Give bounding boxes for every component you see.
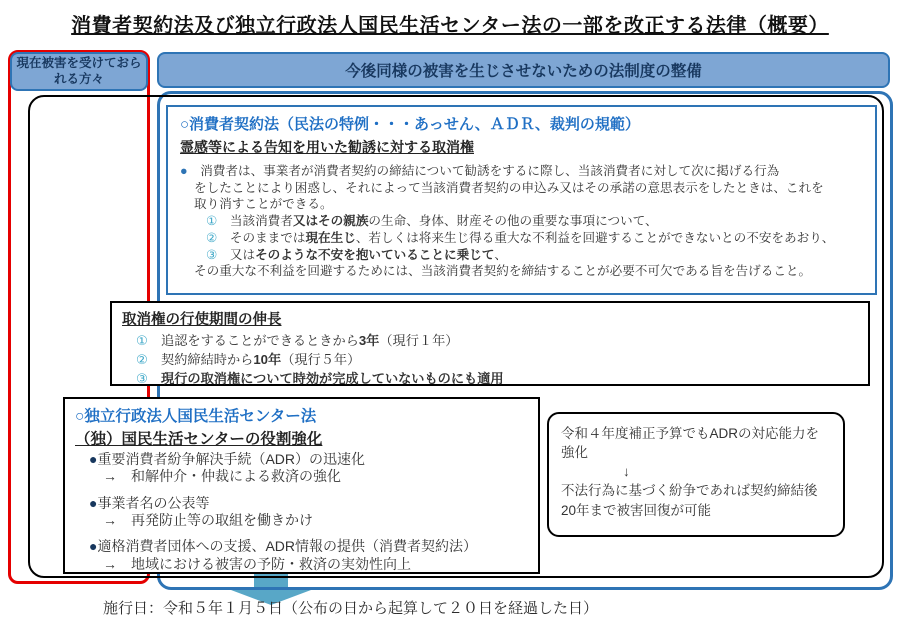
center-role-items: ●重要消費者紛争解決手続（ADR）の迅速化 → 和解仲介・仲裁による救済の強化 ●事業者名の公表等 → 再発防止等の取組を働きかけ ●適格消費者団体への支援、ADR情報の提供（消費者契約法） → 地域における被害の予防・救済の実効性向上	[89, 451, 478, 572]
consumer-contract-act-heading: ○消費者契約法（民法の特例・・・あっせん、ＡＤＲ、裁判の規範）	[180, 116, 640, 133]
supplementary-budget-note-box: 令和４年度補正予算でもADRの対応能力を強化 ↓ 不法行為に基づく紛争であれば契約締結後20年まで被害回復が可能	[547, 412, 845, 537]
center-role-strengthening-heading: （独）国民生活センターの役割強化	[75, 431, 323, 448]
national-consumer-center-act-heading: ○独立行政法人国民生活センター法	[75, 408, 317, 425]
consumer-contract-act-box	[166, 105, 877, 295]
cancellation-period-items: ① 追認をすることができるときから3年（現行１年） ② 契約締結時から10年（現行５年） ③ 現行の取消権について時効が完成していないものにも適用	[136, 333, 504, 387]
future-prevention-header: 今後同様の被害を生じさせないための法制度の整備	[157, 52, 890, 88]
spiritual-solicitation-cancellation-heading: 霊感等による告知を用いた勧誘に対する取消権	[180, 139, 474, 155]
enforcement-date-note: 施行日：令和５年１月５日（公布の日から起算して２０日を経過した日）	[103, 600, 599, 617]
cancellation-period-box	[110, 301, 870, 386]
current-victims-header: 現在被害を受けておられる方々	[10, 52, 148, 91]
national-consumer-center-box	[63, 397, 540, 574]
page-title: 消費者契約法及び独立行政法人国民生活センター法の一部を改正する法律（概要）	[71, 15, 829, 37]
consumer-contract-act-text: ● 消費者は、事業者が消費者契約の締結について勧誘をするに際し、当該消費者に対して次に掲げる行為 をしたことにより困惑し、それによって当該消費者契約の申込み又はその承諾の意思表示をしたときは、これを 取り消すことができる。 ① 当該消費者又はその親族の生命、身体、財産その他の重要な事項について、 ② そのままでは現在生じ、若しくは将来生じ得る重大な不利益を回避することができないとの不安をあおり、 ③ 又はそのような不安を抱いていることに乗じて、 その重大な不利益を回避するためには、当該消費者契約を締結することが必要不可欠である旨を告げること。	[180, 164, 835, 279]
cancellation-period-heading: 取消権の行使期間の伸長	[122, 312, 282, 328]
